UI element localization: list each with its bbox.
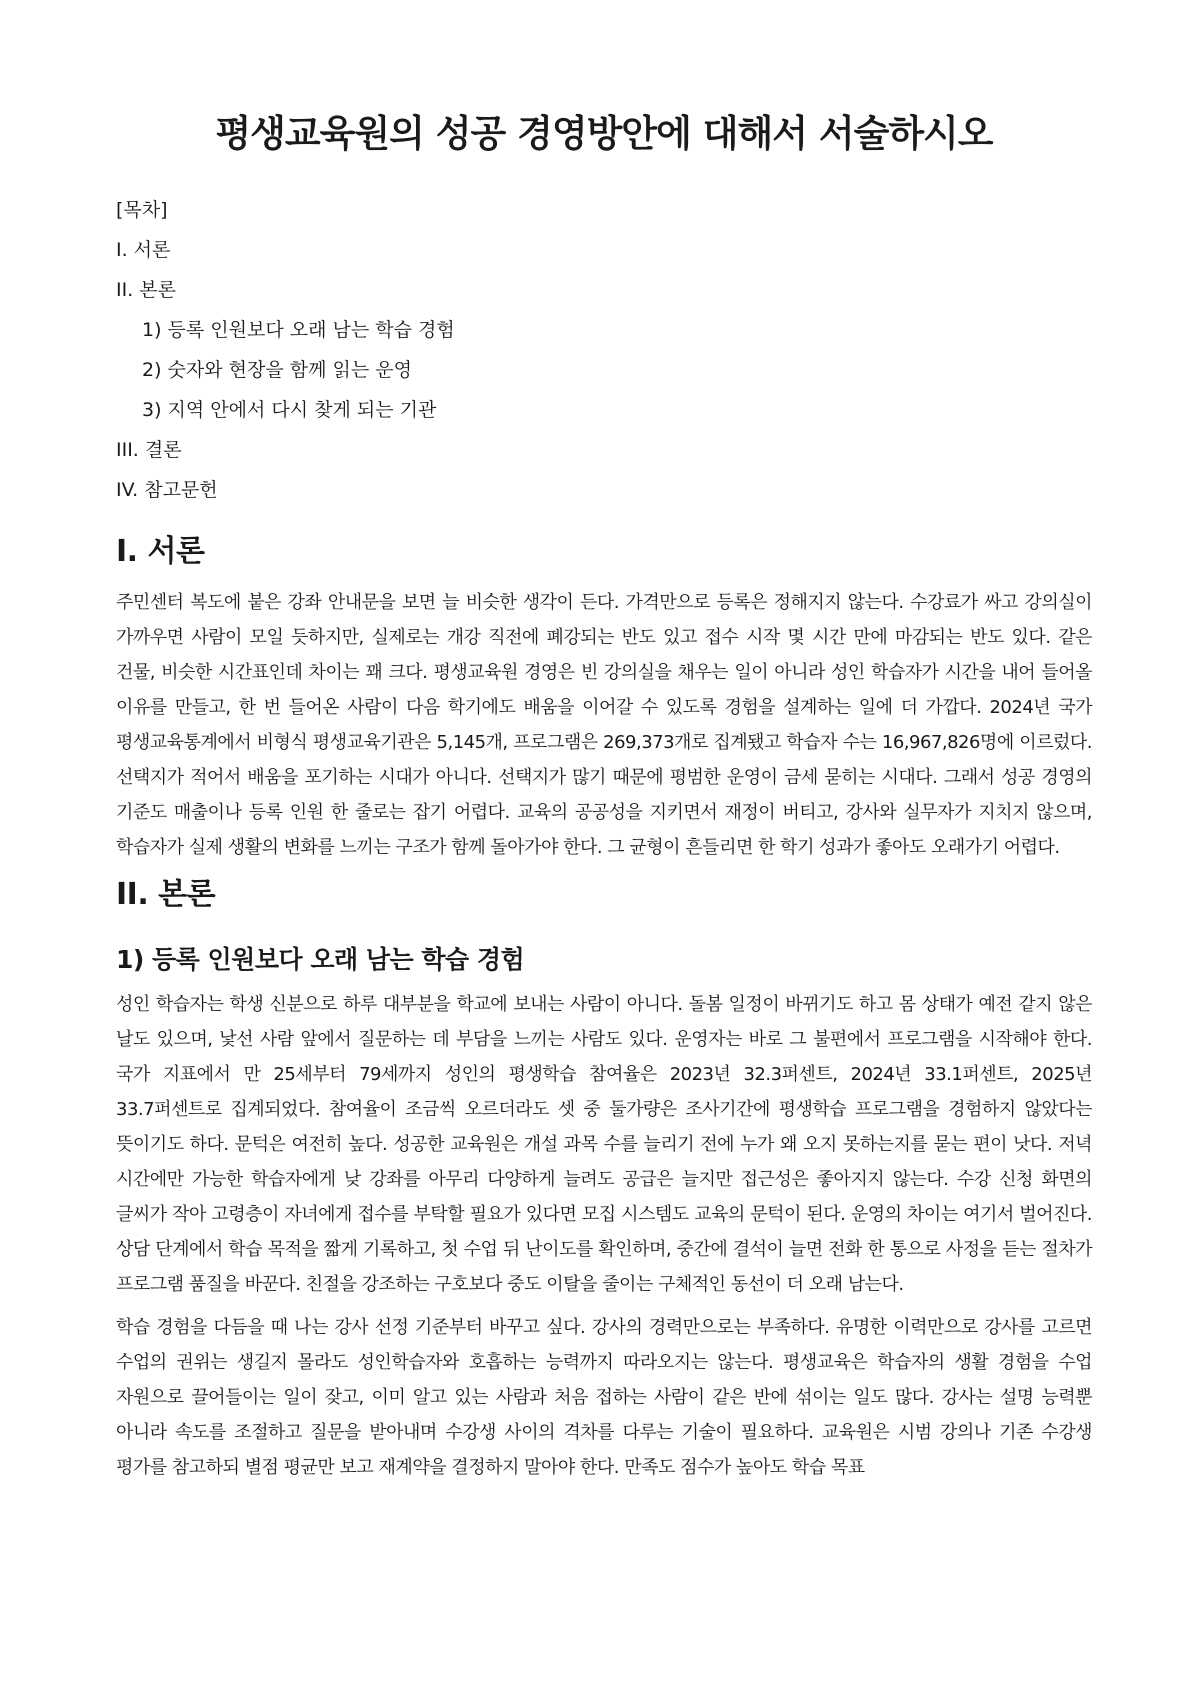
body-paragraph-2: 학습 경험을 다듬을 때 나는 강사 선정 기준부터 바꾸고 싶다. 강사의 경력만으로는 부족하다. 유명한 이력만으로 강사를 고르면 수업의 권위는 생길지 몰라도 성인학습자와 호흡하는 능력까지 따라오지는 않는다. 평생교육은 학습자의 생활 경험을 수업 자원으로 끌어들이는 일이 잦고, 이미 알고 있는 사람과 처음 접하는 사람이 같은 반에 섞이는 일도 많다. 강사는 설명 능력뿐 아니라 속도를 조절하고 질문을 받아내며 수강생 사이의 격차를 다루는 기술이 필요하다. 교육원은 시범 강의나 기존 수강생 평가를 참고하되 별점 평균만 보고 재계약을 결정하지 말아야 한다. 만족도 점수가 높아도 학습 목표 xyxy=(116,1316,1092,1478)
intro-paragraph: 주민센터 복도에 붙은 강좌 안내문을 보면 늘 비슷한 생각이 든다. 가격만으로 등록은 정해지지 않는다. 수강료가 싸고 강의실이 가까우면 사람이 모일 듯하지만, 실제로는 개강 직전에 폐강되는 반도 있고 접수 시작 몇 시간 만에 마감되는 반도 있다. 같은 건물, 비슷한 시간표인데 차이는 꽤 크다. 평생교육원 경영은 빈 강의실을 채우는 일이 아니라 성인 학습자가 시간을 내어 들어올 이유를 만들고, 한 번 들어온 사람이 다음 학기에도 배움을 이어갈 수 있도록 경험을 설계하는 일에 더 가깝다. 2024년 국가 평생교육통계에서 비형식 평생교육기관은 5,145개, 프로그램은 269,373개로 집계됐고 학습자 수는 16,967,826명에 이르렀다. 선택지가 적어서 배움을 포기하는 시대가 아니다. 선택지가 많기 때문에 평범한 운영이 금세 묻히는 시대다. 그래서 성공 경영의 기준도 매출이나 등록 인원 한 줄로는 잡기 어렵다. 교육의 공공성을 지키면서 재정이 버티고, 강사와 실무자가 지치지 않으며, 학습자가 실제 생활의 변화를 느끼는 구조가 함께 돌아가야 한다. 그 균형이 흔들리면 한 학기 성과가 좋아도 오래가기 어렵다. xyxy=(116,592,1092,859)
toc-item-intro: I. 서론 xyxy=(116,239,171,262)
section-heading-intro: I. 서론 xyxy=(116,534,205,570)
toc-item-body: II. 본론 xyxy=(116,279,176,302)
body-paragraph-1: 성인 학습자는 학생 신분으로 하루 대부분을 학교에 보내는 사람이 아니다. 돌봄 일정이 바뀌기도 하고 몸 상태가 예전 같지 않은 날도 있으며, 낯선 사람 앞에서 질문하는 데 부담을 느끼는 사람도 있다. 운영자는 바로 그 불편에서 프로그램을 시작해야 한다. 국가 지표에서 만 25세부터 79세까지 성인의 평생학습 참여율은 2023년 32.3퍼센트, 2024년 33.1퍼센트, 2025년 33.7퍼센트로 집계되었다. 참여율이 조금씩 오르더라도 셋 중 둘가량은 조사기간에 평생학습 프로그램을 경험하지 않았다는 뜻이기도 하다. 문턱은 여전히 높다. 성공한 교육원은 개설 과목 수를 늘리기 전에 누가 왜 오지 못하는지를 묻는 편이 낫다. 저녁 시간에만 가능한 학습자에게 낮 강좌를 아무리 다양하게 늘려도 공급은 늘지만 접근성은 좋아지지 않는다. 수강 신청 화면의 글씨가 작아 고령층이 자녀에게 접수를 부탁할 필요가 있다면 모집 시스템도 교육의 문턱이 된다. 운영의 차이는 여기서 벌어진다. 상담 단계에서 학습 목적을 짧게 기록하고, 첫 수업 뒤 난이도를 확인하며, 중간에 결석이 늘면 전화 한 통으로 사정을 듣는 절차가 프로그램 품질을 바꾼다. 친절을 강조하는 구호보다 중도 이탈을 줄이는 구체적인 동선이 더 오래 남는다. xyxy=(116,993,1092,1295)
toc-item-references: IV. 참고문헌 xyxy=(116,479,218,502)
table-of-contents xyxy=(116,190,1092,510)
toc-item-body-2: 2) 숫자와 현장을 함께 읽는 운영 xyxy=(142,359,412,382)
toc-item-body-3: 3) 지역 안에서 다시 찾게 되는 기관 xyxy=(142,399,437,422)
toc-item-conclusion: III. 결론 xyxy=(116,439,182,462)
toc-heading: [목차] xyxy=(116,199,168,222)
subsection-heading-1: 1) 등록 인원보다 오래 남는 학습 경험 xyxy=(116,945,525,975)
toc-item-body-1: 1) 등록 인원보다 오래 남는 학습 경험 xyxy=(142,319,455,342)
document-title: 평생교육원의 성공 경영방안에 대해서 서술하시오 xyxy=(215,112,993,155)
section-heading-body: II. 본론 xyxy=(116,877,216,913)
